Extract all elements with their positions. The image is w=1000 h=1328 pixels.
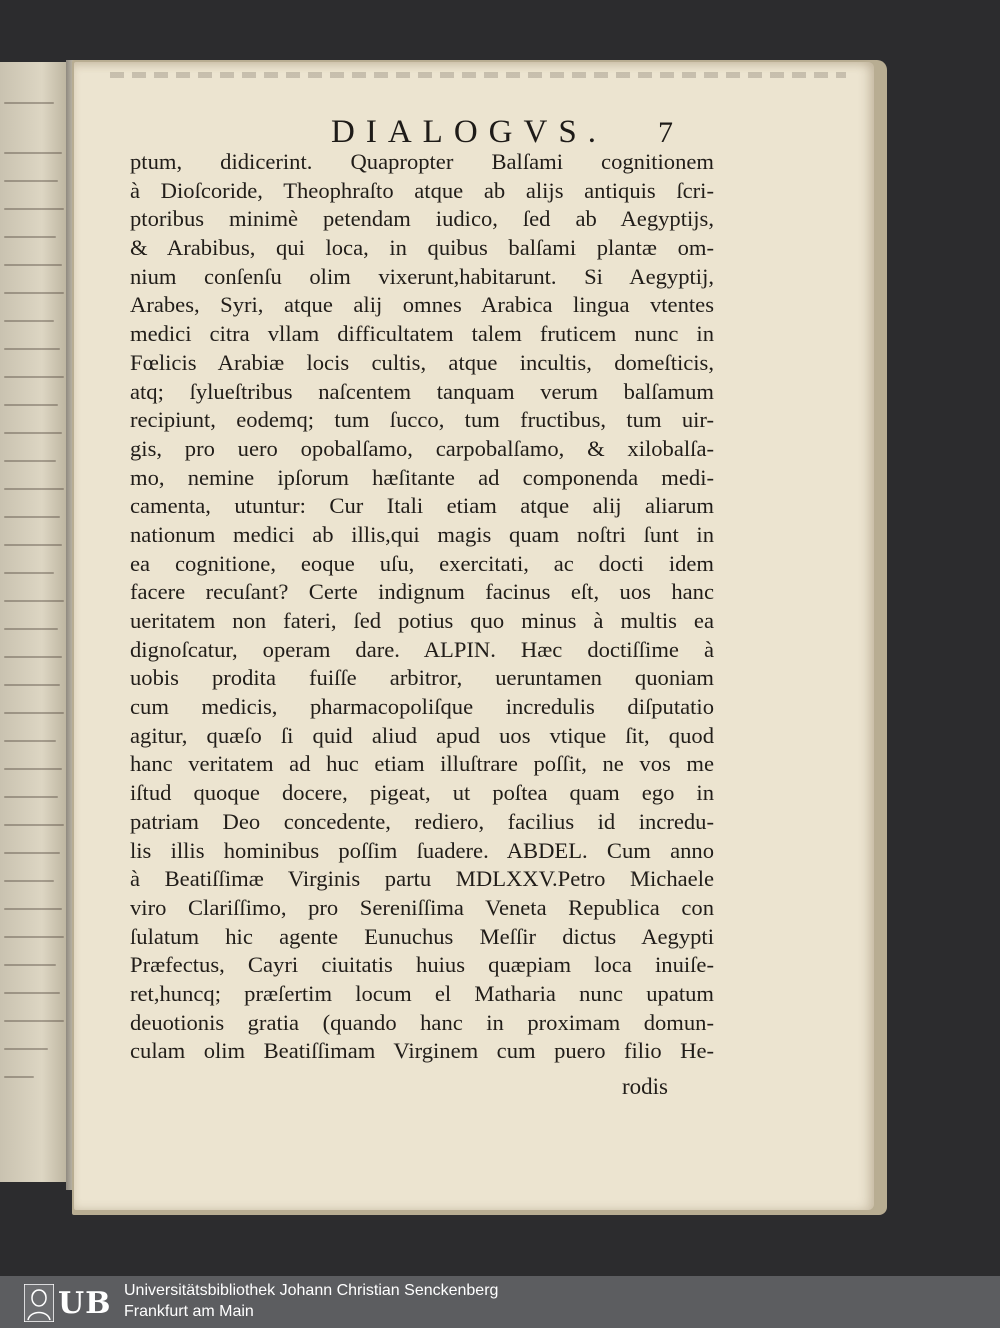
text-line: camenta, utuntur: Cur Itali etiam atque alij aliarum [130, 493, 714, 519]
text-line: ueritatem non fateri, ſed potius quo minus à multis ea [130, 608, 714, 633]
text-line: nium conſenſu olim vixerunt,habitarunt. Si Aegyptij, [130, 263, 714, 289]
text-line: mo, nemine ipſorum hæſitante ad componenda medi- [130, 464, 714, 490]
text-line: uobis prodita fuiſſe arbitror, ueruntamen quoniam [130, 665, 714, 691]
text-line: patriam Deo concedente, rediero, facilius id incredu- [130, 808, 714, 834]
text-line: à Dioſcoride, Theophraſto atque ab alijs antiquis ſcri- [130, 177, 714, 203]
ub-logo[interactable] [24, 1284, 112, 1322]
text-line: nationum medici ab illis,qui magis quam noſtri ſunt in [130, 521, 714, 547]
text-line: viro Clariſſimo, pro Sereniſſima Veneta Republica con [130, 894, 714, 920]
page-number: 7 [658, 116, 673, 149]
text-line: medici citra vllam difficultatem talem fruticem nunc in [130, 321, 714, 347]
text-line: recipiunt, eodemq; tum ſucco, tum fructibus, tum uir- [130, 407, 714, 433]
text-line: dignoſcatur, operam dare. ALPIN. Hæc doctiſſime à [130, 636, 714, 662]
text-line: culam olim Beatiſſimam Virginem cum puero filio He- [130, 1038, 714, 1064]
text-line: iſtud quoque docere, pigeat, ut poſtea quam ego in [130, 780, 714, 806]
text-line: ſulatum hic agente Eunuchus Meſſir dictus Aegypti [130, 923, 714, 949]
facing-page-edge [0, 62, 70, 1182]
text-line: deuotionis gratia (quando hanc in proximam domun- [130, 1009, 714, 1035]
institution-name: Universitätsbibliothek Johann Christian Senckenberg [124, 1282, 499, 1299]
book-page [74, 62, 874, 1210]
text-line: ea cognitione, eoque uſu, exercitati, ac docti idem [130, 550, 714, 576]
text-line: ptoribus minimè petendam iudico, ſed ab Aegyptijs, [130, 206, 714, 232]
text-line: hanc veritatem ad huc etiam illuſtrare poſſit, ne vos me [130, 751, 714, 777]
text-line: cum medicis, pharmacopoliſque incredulis diſputatio [130, 694, 714, 720]
text-line: Arabes, Syri, atque alij omnes Arabica lingua vtentes [130, 292, 714, 318]
running-head: DIALOGVS. [331, 114, 607, 150]
text-line: ret,huncq; præſertim locum el Matharia nunc upatum [130, 980, 714, 1006]
institution-city: Frankfurt am Main [124, 1303, 254, 1320]
text-line: gis, pro uero opobalſamo, carpobalſamo, & xilobalſa- [130, 435, 714, 461]
footer-bar [0, 1276, 1000, 1328]
text-line: à Beatiſſimæ Virginis partu MDLXXV.Petro Michaele [130, 866, 714, 892]
portrait-icon [24, 1284, 54, 1322]
text-line: Præfectus, Cayri ciuitatis huius quæpiam loca inuiſe- [130, 952, 714, 978]
text-line: agitur, quæſo ſi quid aliud apud uos vtique ſit, quod [130, 722, 714, 748]
text-line: atq; ſylueſtribus naſcentem tanquam verum balſamum [130, 378, 714, 404]
logo-text: UB [58, 1286, 112, 1321]
text-line: lis illis hominibus poſſim ſuadere. ABDEL. Cum anno [130, 837, 714, 863]
catchword: rodis [622, 1074, 668, 1099]
body-text [130, 148, 714, 1066]
text-line: ptum, didicerint. Quapropter Balſami cognitionem [130, 149, 714, 174]
text-line: & Arabibus, qui loca, in quibus balſami plantæ om- [130, 235, 714, 261]
text-line: Fœlicis Arabiæ locis cultis, atque incultis, domeſticis, [130, 349, 714, 375]
text-line: facere recuſant? Certe indignum facinus eſt, uos hanc [130, 579, 714, 605]
show-through-text [110, 72, 846, 78]
